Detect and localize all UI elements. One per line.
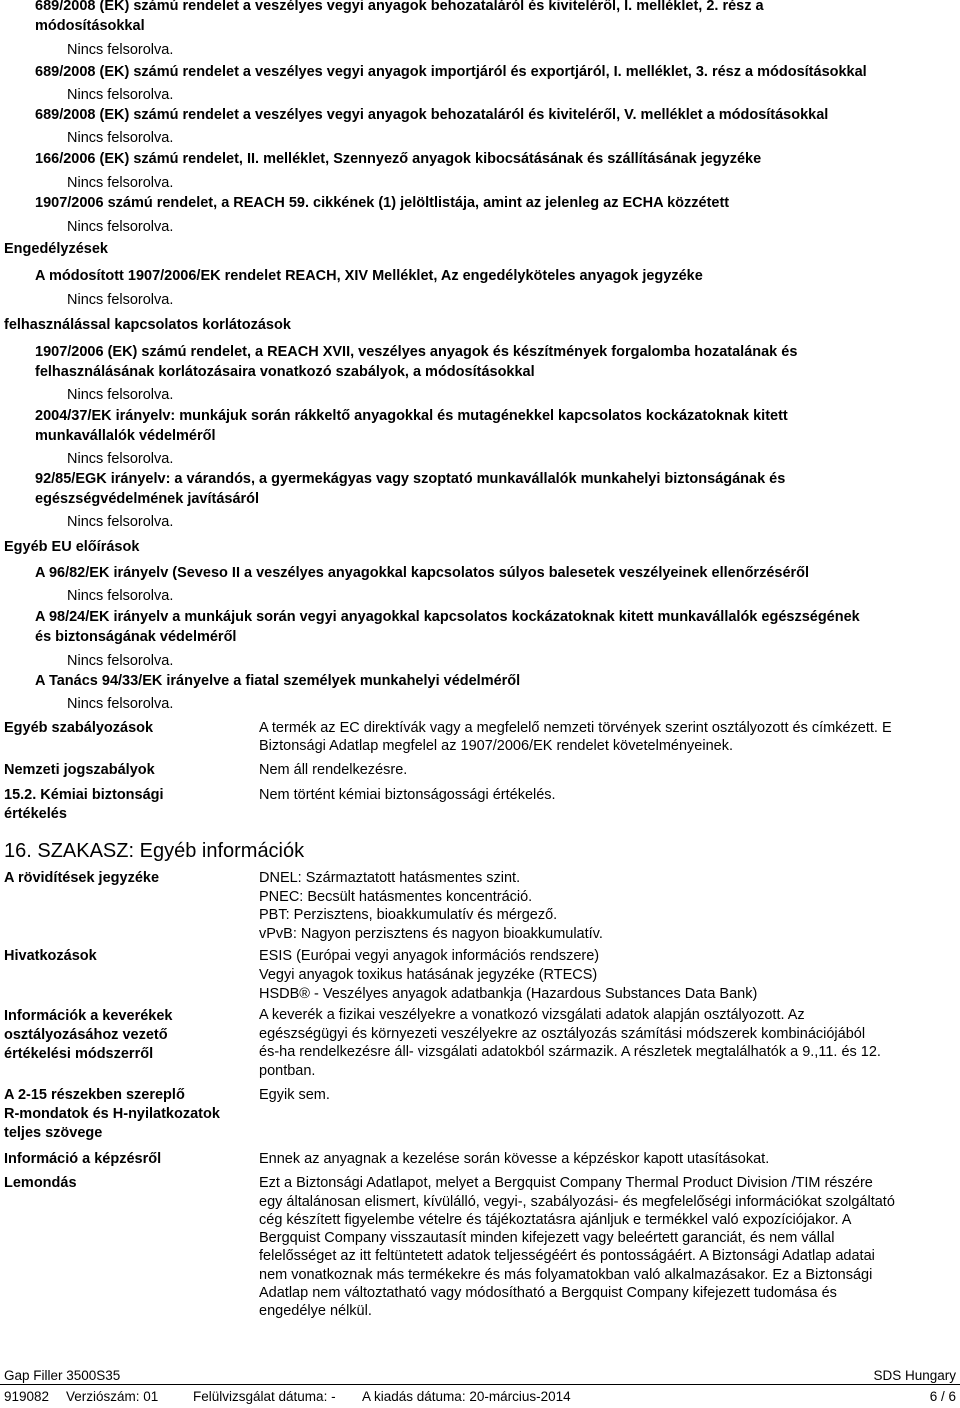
reference-line: Vegyi anyagok toxikus hatásának jegyzéke (RTECS) [259,967,598,983]
method-label-line: értékelési módszerről [4,1046,154,1062]
regulation-4: 166/2006 (EK) számú rendelet, II. melléklet, Szennyező anyagok kibocsátásának és szállításának jegyzéke [35,151,762,167]
not-listed-text: Nincs felsorolva. [67,87,174,103]
method-label-line: Információk a keverékek [4,1008,173,1024]
not-listed-text: Nincs felsorolva. [67,292,174,308]
chemical-safety-label-line-1: 15.2. Kémiai biztonsági [4,787,164,803]
method-line: egészségügyi és környezeti veszélyekre az osztályozás számítási módszerek kombinációjából [259,1026,866,1042]
chemical-safety-value: Nem történt kémiai biztonságossági értékelés. [259,787,556,803]
other-eu-item-2-line-2: és biztonságának védelméről [35,629,237,645]
rphrases-value: Egyik sem. [259,1087,330,1103]
national-regulations-value: Nem áll rendelkezésre. [259,762,408,778]
footer-version: Verziószám: 01 [66,1389,159,1404]
other-eu-item-2-line-1: A 98/24/EK irányelv a munkájuk során vegyi anyagokkal kapcsolatos kockázatoknak kitett munkavállalók egészségének [35,609,860,625]
not-listed-text: Nincs felsorolva. [67,175,174,191]
footer-revision-date: Felülvizsgálat dátuma: - [193,1389,336,1404]
restriction-3-line-1: 92/85/EGK irányelv: a várandós, a gyermekágyas vagy szoptató munkavállalók munkahelyi biztonságának és [35,471,786,487]
disclaimer-line: engedélye nélkül. [259,1303,372,1319]
other-regulations-label: Egyéb szabályozások [4,720,154,736]
method-line: és-ha rendelkezésre áll- vizsgálati adatokból származik. A részletek megtalálhatók a 9.,11. és 12. [259,1044,881,1060]
method-line: A keverék a fizikai veszélyekre a vonatkozó vizsgálati adatok alapján osztályozott. Az [259,1007,805,1023]
regulation-1-line-1: 689/2008 (EK) számú rendelet a veszélyes vegyi anyagok behozataláról és kiviteléről, I. melléklet, 2. rész a [35,0,764,14]
authorisations-item: A módosított 1907/2006/EK rendelet REACH, XIV Melléklet, Az engedélyköteles anyagok jegyzéke [35,268,703,284]
disclaimer-line: Ezt a Biztonsági Adatlapot, melyet a Bergquist Company Thermal Product Division /TIM részére [259,1175,873,1191]
not-listed-text: Nincs felsorolva. [67,130,174,146]
disclaimer-line: Adatlap nem változtatható vagy módosítható a Bergquist Company kifejezett tudomása és [259,1285,837,1301]
chemical-safety-label-line-2: értékelés [4,806,67,822]
training-value: Ennek az anyagnak a kezelése során kövesse a képzéskor kapott utasításokat. [259,1151,770,1167]
abbreviation-line: PNEC: Becsült hatásmentes koncentráció. [259,889,533,905]
not-listed-text: Nincs felsorolva. [67,451,174,467]
footer-divider [0,1384,960,1385]
disclaimer-label: Lemondás [4,1175,77,1191]
not-listed-text: Nincs felsorolva. [67,696,174,712]
not-listed-text: Nincs felsorolva. [67,219,174,235]
footer-product-name: Gap Filler 3500S35 [4,1368,121,1383]
other-eu-item-3: A Tanács 94/33/EK irányelve a fiatal személyek munkahelyi védelméről [35,673,521,689]
not-listed-text: Nincs felsorolva. [67,42,174,58]
authorisations-heading: Engedélyzések [4,241,108,257]
regulation-5: 1907/2006 számú rendelet, a REACH 59. cikkének (1) jelöltlistája, amint az jelenleg az ECHA közzétett [35,195,730,211]
method-label-line: osztályozásához vezető [4,1027,168,1043]
footer-page-number: 6 / 6 [929,1389,956,1404]
restriction-2-line-1: 2004/37/EK irányelv: munkájuk során rákkeltő anyagokkal és mutagénekkel kapcsolatos kockázatoknak kitett [35,408,788,424]
other-eu-item-1: A 96/82/EK irányelv (Seveso II a veszélyes anyagokkal kapcsolatos súlyos balesetek veszélyeinek ellenőrzéséről [35,565,810,581]
section-16-title: 16. SZAKASZ: Egyéb információk [4,840,305,862]
abbreviations-label: A rövidítések jegyzéke [4,870,160,886]
footer-issue-date: A kiadás dátuma: 20-március-2014 [362,1389,571,1404]
not-listed-text: Nincs felsorolva. [67,387,174,403]
regulation-3: 689/2008 (EK) számú rendelet a veszélyes vegyi anyagok behozataláról és kiviteléről, V. melléklet a módosításokkal [35,107,829,123]
disclaimer-line: cég készített figyelembe vételre és tájékoztatásra ajánljuk e termékkel való expozíciójakor. A [259,1212,852,1228]
other-regulations-value-line-1: A termék az EC direktívák vagy a megfelelő nemzeti törvények szerint osztályozott és címkézett. E [259,720,892,736]
regulation-2: 689/2008 (EK) számú rendelet a veszélyes vegyi anyagok importjáról és exportjáról, I. melléklet, 3. rész a módosításokkal [35,64,867,80]
rphrases-label-line: R-mondatok és H-nyilatkozatok [4,1106,220,1122]
restriction-1-line-2: felhasználásának korlátozásaira vonatkozó szabályok, a módosításokkal [35,364,535,380]
national-regulations-label: Nemzeti jogszabályok [4,762,155,778]
footer-doc-type: SDS Hungary [873,1368,956,1383]
restrictions-heading: felhasználással kapcsolatos korlátozások [4,317,291,333]
footer-code: 919082 [4,1389,50,1404]
reference-line: HSDB® - Veszélyes anyagok adatbankja (Hazardous Substances Data Bank) [259,986,758,1002]
regulation-1-line-2: módosításokkal [35,18,145,34]
other-regulations-value-line-2: Biztonsági Adatlap megfelel az 1907/2006/EK rendelet követelményeinek. [259,738,733,754]
restriction-3-line-2: egészségvédelmének javításáról [35,491,260,507]
reference-line: ESIS (Európai vegyi anyagok információs rendszere) [259,948,600,964]
not-listed-text: Nincs felsorolva. [67,514,174,530]
disclaimer-line: Bergquist Company visszautasít minden kifejezett vagy beleértett garanciát, és nem vállal [259,1230,835,1246]
training-label: Információ a képzésről [4,1151,162,1167]
references-label: Hivatkozások [4,948,97,964]
disclaimer-line: felelősséget az itt feltüntetett adatok teljességéért és pontosságáért. A Biztonsági Adatlap adatai [259,1248,875,1264]
disclaimer-line: egy általánosan elismert, kívülálló, vegyi-, szabályozási- és megfelelőségi információkat szolgáltató [259,1194,895,1210]
method-line: pontban. [259,1063,316,1079]
abbreviation-line: PBT: Perzisztens, bioakkumulatív és mérgező. [259,907,558,923]
not-listed-text: Nincs felsorolva. [67,653,174,669]
restriction-2-line-2: munkavállalók védelméről [35,428,216,444]
restriction-1-line-1: 1907/2006 (EK) számú rendelet, a REACH XVII, veszélyes anyagok és készítmények forgalomba hozatalának és [35,344,798,360]
rphrases-label-line: teljes szövege [4,1125,103,1141]
rphrases-label-line: A 2-15 részekben szereplő [4,1087,185,1103]
not-listed-text: Nincs felsorolva. [67,588,174,604]
abbreviation-line: vPvB: Nagyon perzisztens és nagyon bioakkumulatív. [259,926,603,942]
disclaimer-line: nem vonatkoznak más termékekre és más folyamatokban való alkalmazásakor. Ez a Biztonsági [259,1267,873,1283]
other-eu-heading: Egyéb EU előírások [4,539,140,555]
abbreviation-line: DNEL: Származtatott hatásmentes szint. [259,870,521,886]
